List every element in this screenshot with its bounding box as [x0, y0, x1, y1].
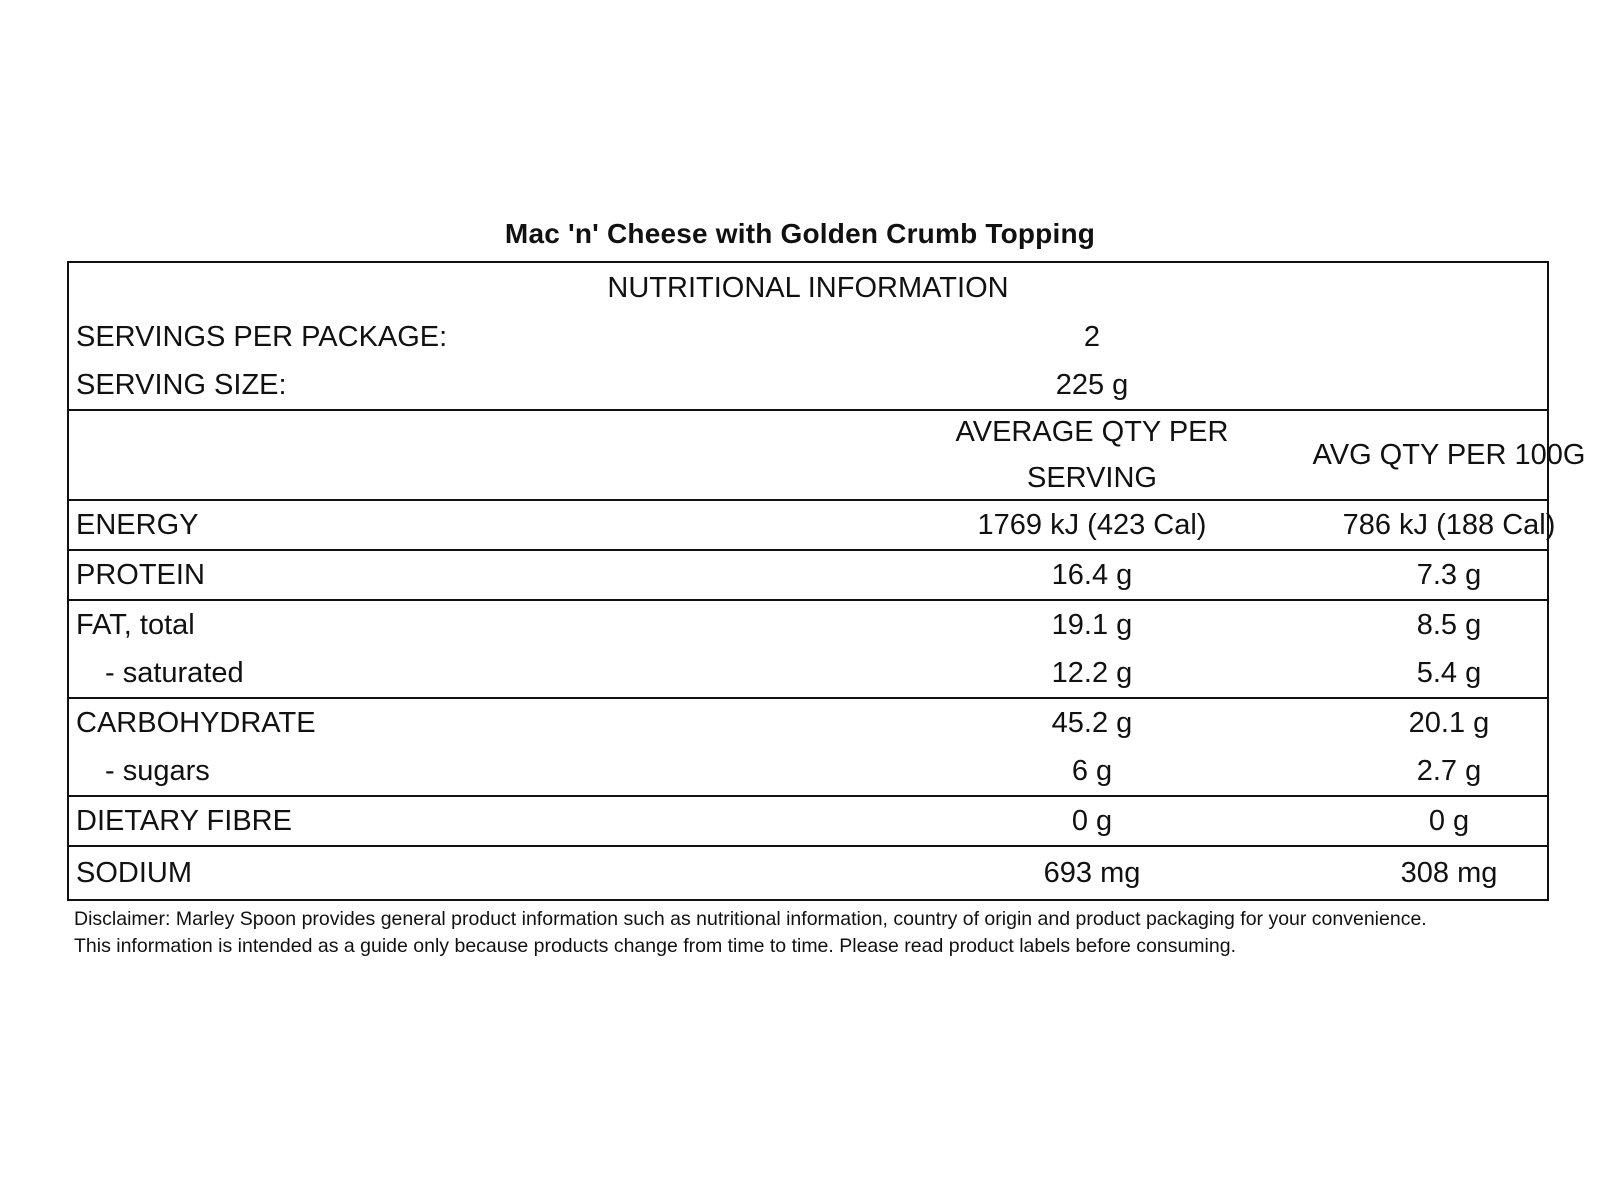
nutrient-per-100g: 308 mg — [1400, 856, 1498, 889]
nutrient-label: DIETARY FIBRE — [76, 804, 292, 837]
nutrition-panel — [67, 261, 1586, 901]
serving-size-row — [69, 361, 1547, 409]
nutrient-per-serving: 12.2 g — [1051, 656, 1133, 689]
nutrient-label: CARBOHYDRATE — [76, 706, 316, 739]
nutrient-per-serving: 6 g — [1071, 754, 1113, 787]
nutrient-per-100g: 0 g — [1428, 804, 1470, 837]
servings-per-package-value: 2 — [1083, 320, 1101, 353]
serving-size-value: 225 g — [1055, 368, 1129, 401]
recipe-title: Mac 'n' Cheese with Golden Crumb Topping — [504, 218, 1096, 249]
nutrition-heading: NUTRITIONAL INFORMATION — [607, 271, 1009, 304]
nutrient-row-protein — [69, 551, 1547, 599]
nutrient-per-100g: 7.3 g — [1416, 558, 1482, 591]
nutrient-label: SODIUM — [76, 856, 192, 889]
nutrient-per-100g: 786 kJ (188 Cal) — [1342, 508, 1556, 541]
nutrient-per-serving: 16.4 g — [1051, 558, 1133, 591]
nutrient-row-carbohydrate — [69, 699, 1547, 747]
nutrient-label: - sugars — [105, 754, 210, 787]
disclaimer-line-2: This information is intended as a guide only because products change from time to time. Please read product labels before consuming. — [74, 935, 1236, 957]
disclaimer-line-1: Disclaimer: Marley Spoon provides general product information such as nutritional information, country of origin and product packaging for your convenience. — [74, 908, 1427, 930]
nutrient-per-100g: 8.5 g — [1416, 608, 1482, 641]
serving-size-label: SERVING SIZE: — [76, 368, 287, 401]
nutrient-label: - saturated — [105, 656, 244, 689]
column-header-row — [69, 411, 1586, 499]
column-header-per-serving: AVERAGE QTY PER SERVING — [955, 416, 1229, 494]
nutrient-per-serving: 45.2 g — [1051, 706, 1133, 739]
nutrient-row-saturated — [69, 649, 1547, 697]
nutrient-row-dietary-fibre — [69, 797, 1547, 845]
nutrient-row-sodium — [69, 847, 1547, 899]
nutrient-label: FAT, total — [76, 608, 195, 641]
nutrient-per-serving: 1769 kJ (423 Cal) — [977, 508, 1207, 541]
disclaimer — [74, 906, 1554, 960]
servings-per-package-row — [69, 313, 1547, 361]
nutrient-per-serving: 19.1 g — [1051, 608, 1133, 641]
nutrient-label: PROTEIN — [76, 558, 205, 591]
nutrient-per-serving: 0 g — [1071, 804, 1113, 837]
nutrient-row-fat-total — [69, 601, 1547, 649]
nutrient-label: ENERGY — [76, 508, 199, 541]
column-header-per-100g: AVG QTY PER 100G — [1312, 438, 1586, 471]
nutrient-row-sugars — [69, 747, 1547, 795]
servings-per-package-label: SERVINGS PER PACKAGE: — [76, 320, 448, 353]
nutrient-per-serving: 693 mg — [1043, 856, 1141, 889]
nutrient-per-100g: 20.1 g — [1408, 706, 1490, 739]
nutrient-per-100g: 2.7 g — [1416, 754, 1482, 787]
nutrient-per-100g: 5.4 g — [1416, 656, 1482, 689]
nutrition-heading-row — [69, 263, 1547, 313]
nutrient-row-energy — [69, 501, 1556, 549]
